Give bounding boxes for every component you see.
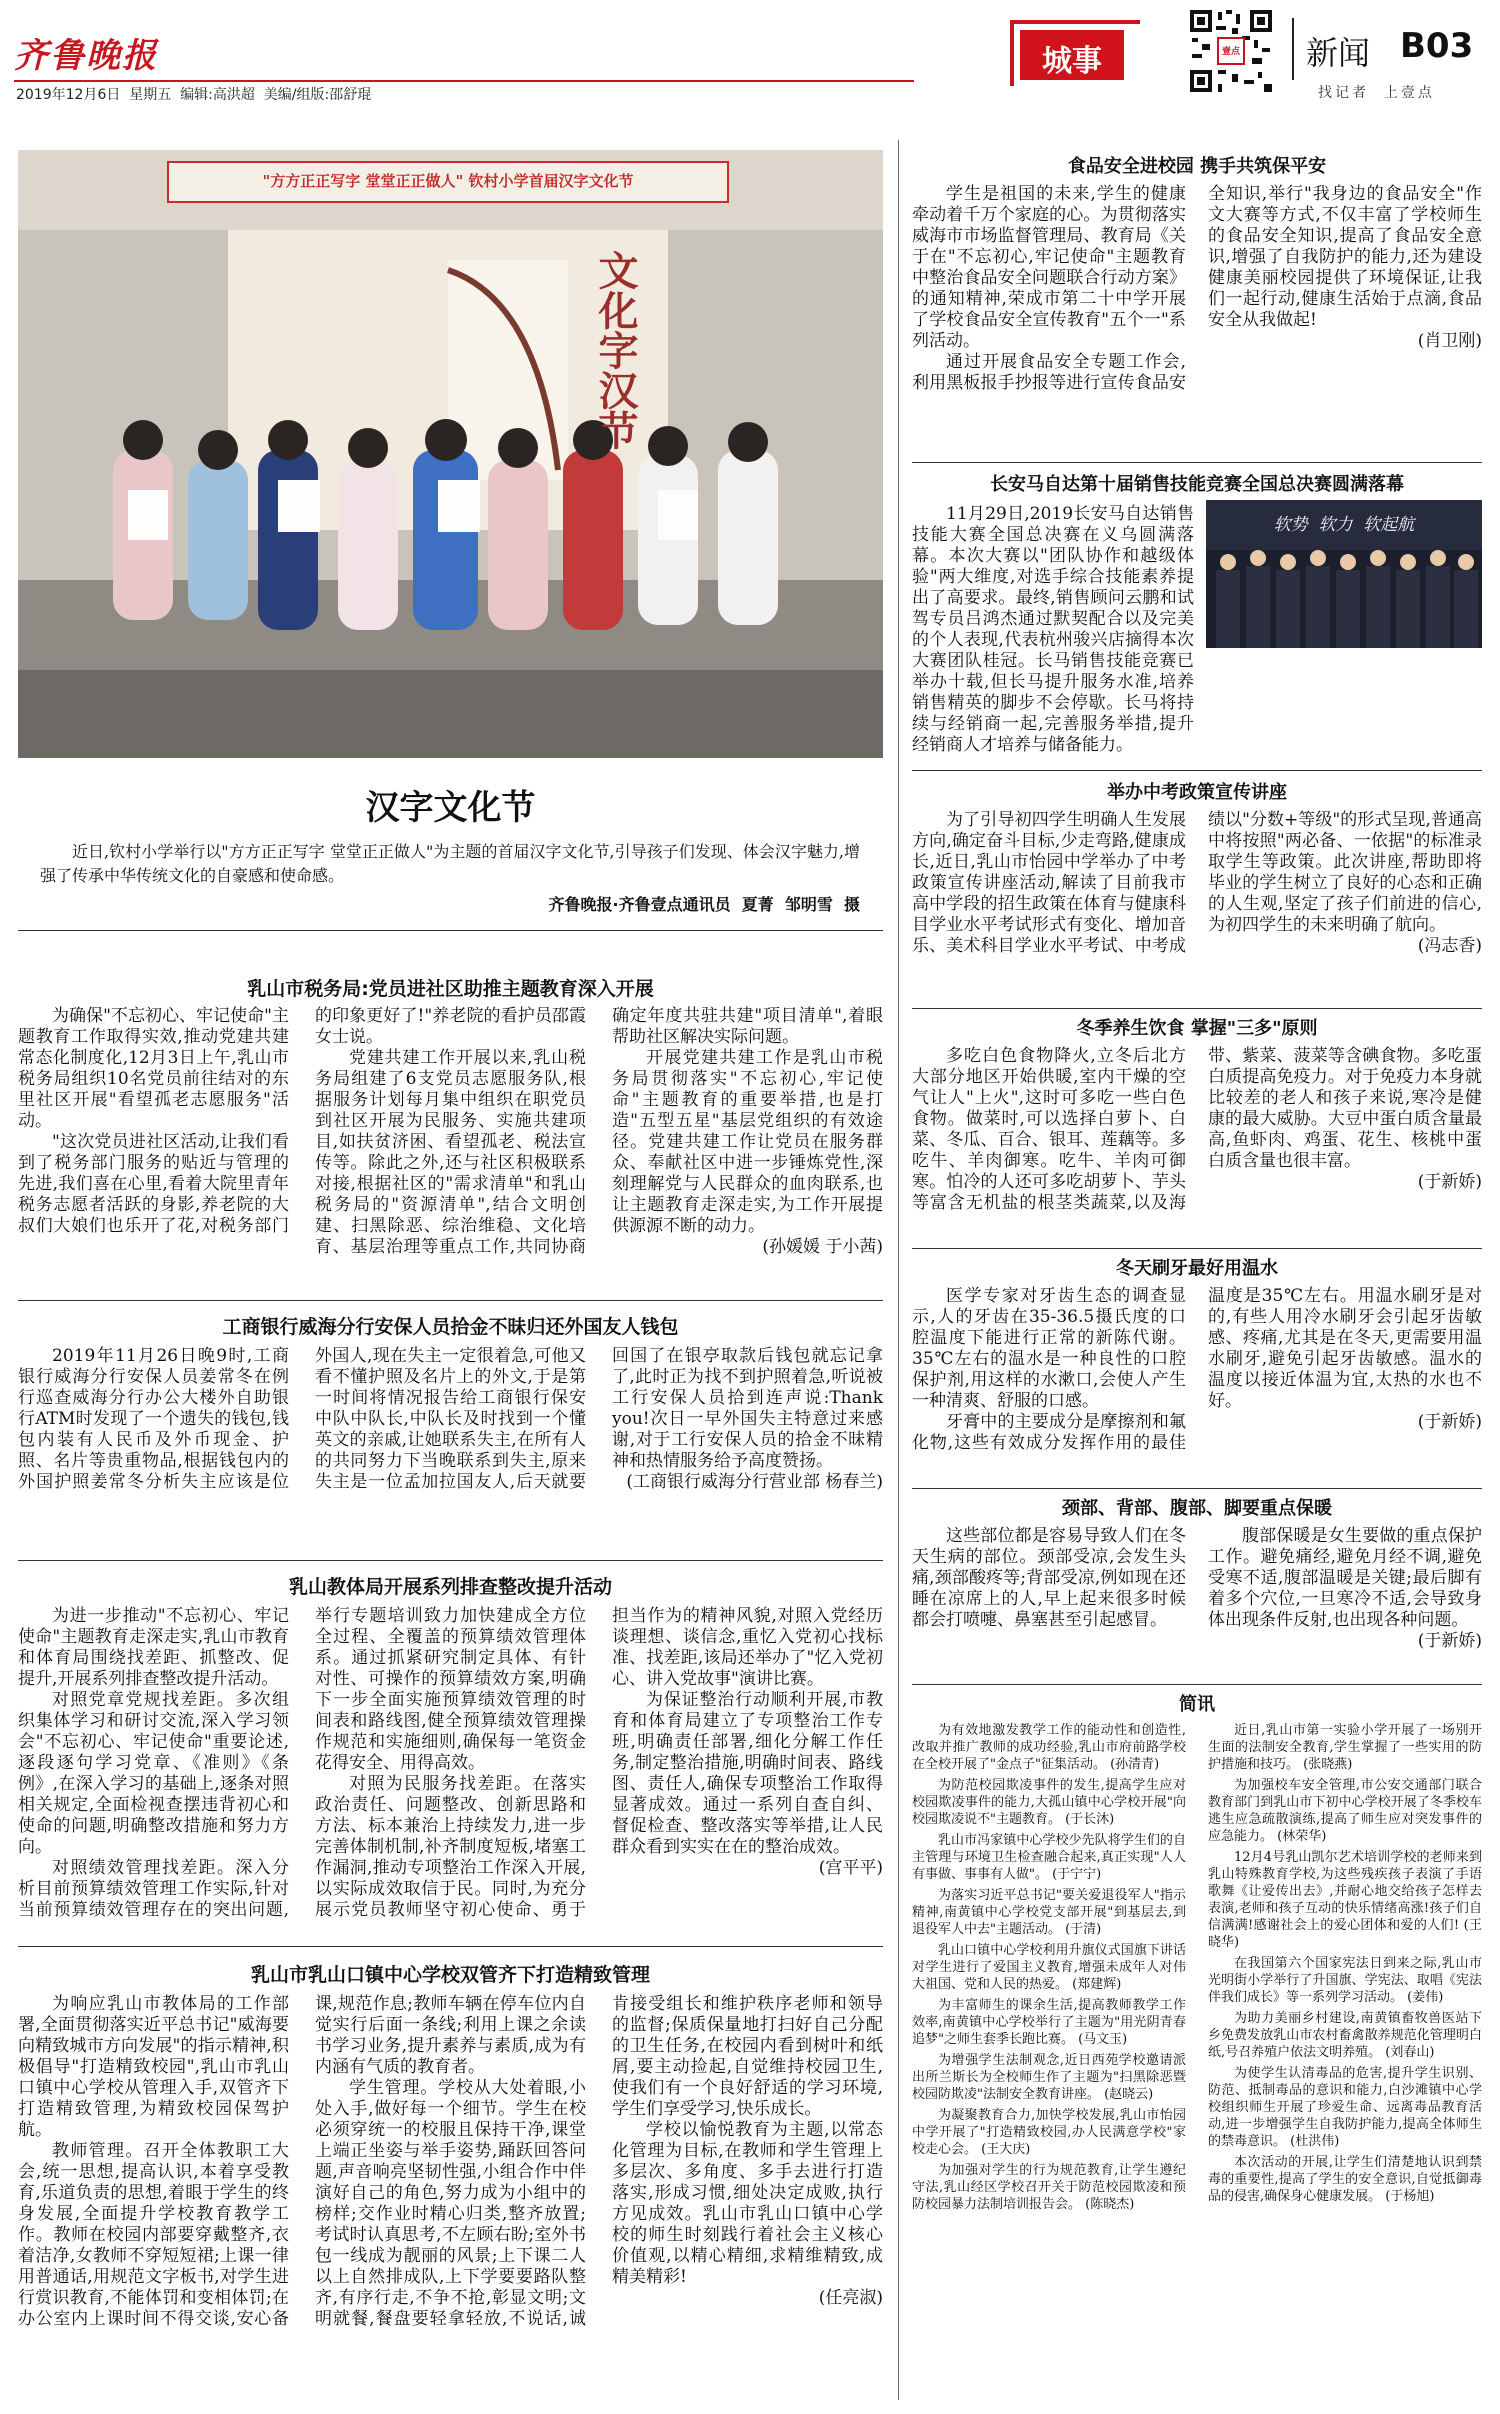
exam-article-body [912,810,1482,1002]
school-article-title: 乳山市乳山口镇中心学校双管齐下打造精致管理 [250,1964,650,1986]
food-para-1: 学生是祖国的未来,学生的健康牵动着千万个家庭的心。为贯彻落实威海市市场监督管理局、教育局《关于在"不忘初心,牢记使命"主题教育中整治食品安全问题联合行动方案》的通知精神,荣成市第二十中学开展了学校食品安全宣传教育"五个一"系列活动。 [912,184,1186,351]
masthead [0,0,1500,103]
edu-author: (宫平平) [818,1858,883,1878]
icbc-article-title: 工商银行威海分行安保人员拾金不昧归还外国友人钱包 [222,1316,679,1338]
tax-para-3: 党建共建工作开展以来,乳山税务局组建了6支党员志愿服务队,根据服务计划每月集中组织在职党员到社区开展为民服务、实施共建项目,如扶贫济困、看望孤老、税法宣传等。除此之外,还与社区积极联系对接,根据社区的"需求清单"和乳山税务局的"资源清单",结合文明创建、扫黑除恶、综治维稳、文化培育、基层治理等重点工作,共同协商确定年度共驻共建"项目清单",着眼帮助社区解决实际问题。 [315,1006,883,1257]
tax-para-4: 开展党建共建工作是乳山市税务局贯彻落实"不忘初心,牢记使命"主题教育的重要举措,也是打造"五型五星"基层党组织的有效途径。党建共建工作让党员在服务群众、奉献社区中进一步锤炼党性,深刻理解党与人民群众的血肉联系,也让主题教育走深走实,为工作开展提供源源不断的动力。 [612,1048,883,1236]
icbc-para-1: 2019年11月26日晚9时,工商银行威海分行安保人员姜常冬在例行巡查威海分行办公大楼外自助银行ATM时发现了一个遗失的钱包,钱包内装有人民币及外币现金、护照、名片等贵重物品,根据钱包内的外国护照姜常冬分析失主应该是位外国人,现在失主一定很着急,可他又看不懂护照及名片上的外文,于是第一时间将情况报告给工商银行保安中队中队长,中队长及时找到一个懂英文的亲戚,让她联系失主,在所有人的共同努力下当晚联系到失主,原来失主是一位孟加拉国友人,后天就要回国了在银亭取款后钱包就忘记拿了,此时正为找不到护照着急,听说被工行安保人员拾到连声说:Thank you!次日一早外国失主特意过来感谢,对于工行安保人员的拾金不昧精神和热情服务给予高度赞扬。 [18,1346,883,1492]
school-article-body [18,1994,883,2398]
teeth-author: (于新娇) [1417,1412,1482,1432]
food-para-2: 通过开展食品安全专题工作会,利用黑板报手抄报等进行宣传食品安全知识,举行"我身边的食品安全"作文大赛等方式,不仅丰富了学校师生的食品安全知识,提高了食品安全意识,增强了自我防护的能力,还为建设健康美丽校园提供了环境保证,让我们一起行动,健康生活始于点滴,食品安全从我做起! [912,184,1482,393]
brief-item: 12月4号乳山凯尔艺术培训学校的老师来到乳山特殊教育学校,为这些残疾孩子表演了手语歌舞《让爱传出去》,并耐心地交给孩子怎样去表演,老师和孩子互动的快乐情绪高涨!孩子们自信满满!感谢社会上的爱心团体和爱的人们! (王晓华) [1208,1850,1482,1950]
neck-para-2: 腹部保暖是女生要做的重点保护工作。避免痛经,避免月经不调,避免受寒不适,腹部温暖是关键;最后脚有着多个穴位,一旦寒冷不适,会导致身体出现条件反射,也出现各种问题。 [1208,1526,1482,1630]
neck-author: (于新娇) [1417,1631,1482,1651]
food-author: (肖卫刚) [1417,331,1482,351]
brief-item: 为落实习近平总书记"要关爱退役军人"指示精神,南黄镇中心学校党支部开展"到基层去,到退役军人中去"主题活动。 (于清) [912,1888,1186,1937]
brief-item: 为凝聚教育合力,加快学校发展,乳山市怡园中学开展了"打造精致校园,办人民满意学校"家校走心会。 (王大庆) [912,2108,1186,2157]
school-para-4: 学校以愉悦教育为主题,以常态化管理为目标,在教师和学生管理上多层次、多角度、多手去进行打造落实,形成习惯,细处决定成败,执行方见成效。乳山市乳山口镇中心学校的师生时刻践行着社会主义核心价值观,以精心精细,求精维精致,成精美精彩! [612,2120,883,2287]
changan-para-1: 11月29日,2019长安马自达销售技能大赛全国总决赛在义乌圆满落幕。本次大赛以"团队协作和越级体验"两大维度,对选手综合技能素养提出了高要求。最终,销售顾问云鹏和试驾专员吕鸿杰通过默契配合以及完美的个人表现,代表杭州骏兴店摘得本次大赛团队桂冠。长马销售技能竞赛已举办十载,但长马提升服务水准,培养销售精英的脚步不会停歇。长马将持续与经销商一起,完善服务举措,提升经销商人才培养与储备能力。 [912,504,1194,755]
date-line: 2019年12月6日 星期五 编辑:高洪超 美编/组版:邵舒琨 [16,87,372,103]
brief-item: 在我国第六个国家宪法日到来之际,乳山市光明街小学举行了升国旗、学宪法、取唱《宪法伴我们成长》等一系列学习活动。 (姜伟) [1208,1956,1482,2005]
exam-para-1: 为了引导初四学生明确人生发展方向,确定奋斗目标,少走弯路,健康成长,近日,乳山市怡园中学举办了中考政策宣传讲座活动,解读了目前我市高中学段的招生政策在体育与健康科目学业水平考试形式有变化、增加音乐、美术科目学业水平考试、中考成绩以"分数+等级"的形式呈现,普通高中将按照"两必备、一依据"的标准录取学生等政策。此次讲座,帮助即将毕业的学生树立了良好的心态和正确的人生观,坚定了孩子们前进的信心,为初四学生的未来明确了航向。 [912,810,1482,956]
brief-item: 为丰富师生的课余生活,提高教师教学工作效率,南黄镇中心学校举行了主题为"用光阴青春追梦"之师生套季长跑比赛。 (马文玉) [912,1998,1186,2047]
exam-article-title: 举办中考政策宣传讲座 [1107,782,1287,803]
neck-article-title: 颈部、背部、腹部、脚要重点保暖 [1062,1498,1332,1519]
tax-article-title: 乳山市税务局:党员进社区助推主题教育深入开展 [247,978,654,1000]
tax-author: (孙媛媛 于小茜) [762,1237,883,1257]
edu-para-4: 对照为民服务找差距。在落实政治责任、问题整改、创新思路和方法、标本兼治上持续发力,进一步完善体制机制,补齐制度短板,堵塞工作漏洞,推动专项整治工作深入开展,以实际成效取信于民。同时,为充分展示党员教师坚守初心使命、勇于担当作为的精神风貌,对照入党经历谈理想、谈信念,重忆入党初心找标准、找差距,该局还举办了"忆入党初心、讲入党故事"演讲比赛。 [315,1606,883,1920]
masthead-divider [1292,18,1294,80]
changan-photo-banner: 软势 软力 软起航 [1273,515,1415,535]
changan-article-title: 长安马自达第十届销售技能竞赛全国总决赛圆满落幕 [990,474,1404,495]
photo-credit: 齐鲁晚报·齐鲁壹点通讯员 夏菁 邹明雪 摄 [548,895,860,914]
brief-item: 乳山市冯家镇中心学校少先队将学生们的自主管理与环境卫生检查融合起来,真正实现"人人有事做、事事有人做"。 (于宁宁) [912,1833,1186,1882]
edu-para-5: 为保证整治行动顺利开展,市教育和体育局建立了专项整治工作专班,明确责任部署,细化分解工作任务,制定整治措施,明确时间表、路线图、责任人,确保专项整治工作取得显著成效。通过一系列自查自纠、督促检查、整改落实等举措,让人民群众看到实实在在的整治成效。 [612,1690,883,1857]
brief-title: 简讯 [1179,1694,1215,1715]
brief-list [912,1722,1482,2398]
masthead-slogan: 找记者 上壹点 [1318,85,1435,101]
section-label: 城事 [1042,44,1102,79]
brief-item: 为加强校车安全管理,市公安交通部门联合教育部门到乳山市下初中心学校开展了冬季校车逃生应急疏散演练,提高了师生应对突发事件的应急能力。 (林荣华) [1208,1778,1482,1844]
brief-item: 为有效地激发教学工作的能动性和创造性,改取并推广教师的成功经验,乳山市府前路学校在全校开展了"金点子"征集活动。 (孙清青) [912,1723,1186,1772]
teeth-para-2: 牙膏中的主要成分是摩擦剂和氟化物,这些有效成分发挥作用的最佳温度是35℃左右。用温水刷牙是对的,有些人用冷水刷牙会引起牙齿敏感、疼痛,尤其是在冬天,更需要用温水刷牙,避免引起牙齿敏感。温水的温度以接近体温为宜,太热的水也不好。 [912,1286,1482,1453]
school-author: (任亮淑) [818,2288,883,2308]
edu-article-body [18,1606,883,1938]
photo-board-text: 文化字汉节 [592,250,639,450]
section-badge [1010,20,1140,86]
brief-item: 为增强学生法制观念,近日西苑学校邀请派出所兰斯长为全校师生作了主题为"扫黑除恶暨校园防欺凌"法制安全教育讲座。 (赵晓云) [912,2053,1186,2102]
food-article-title: 食品安全进校园 携手共筑保平安 [1067,156,1327,177]
qr-center-label: 壹点 [1221,47,1240,57]
school-para-1: 为响应乳山市教体局的工作部署,全面贯彻落实近平总书记"威海要向精致城市方向发展"的指示精神,积极倡导"打造精致校园",乳山市乳山口镇中心学校从管理入手,双管齐下打造精致管理,为精致校园保驾护航。 [18,1994,289,2140]
masthead-underline [14,80,914,82]
school-para-2: 教师管理。召开全体教职工大会,统一思想,提高认识,本着享受教育,乐道负责的思想,着眼于学生的终身发展,全面提升学校教育教学工作。教师在校园内部要穿戴整齐,衣着洁净,女教师不穿短短裙;上课一律用普通话,用规范文字板书,对学生进行赏识教育,不能体罚和变相体罚;在办公室内上课时间不得交谈,安心备课,规范作息;教师车辆在停车位内自觉实行后面一条线;利用上课之余读书学习业务,提升素养与素质,成为有内涵有气质的教育者。 [18,1994,586,2329]
school-para-3: 学生管理。学校从大处着眼,小处入手,做好每一个细节。学生在校必须穿统一的校服且保持干净,课堂上端正坐姿与举手姿势,踊跃回答问题,声音响亮坚韧性强,小组合作中伴演好自己的角色,努力成为小组中的榜样;交作业时精心归类,整齐放置;考试时认真思考,不左顾右盼;室外书包一线成为靓丽的风景;上下课二人以上自然排成队,上下学要要路队整齐,有序行走,不争不抢,彰显文明;文明就餐,餐盘要轻拿轻放,不说话,诚肯接受组长和维护秩序老师和领导的监督;保质保量地打扫好自己分配的卫生任务,在校园内看到树叶和纸屑,要主动捡起,自觉维持校园卫生,使我们有一个良好舒适的学习环境,学生们享受学习,快乐成长。 [315,1994,883,2329]
edu-para-3: 对照绩效管理找差距。深入分析目前预算绩效管理工作实际,针对当前预算绩效管理存在的突出问题,举行专题培训致力加快建成全方位全过程、全覆盖的预算绩效管理体系。通过抓紧研究制定具体、有针对性、可操作的预算绩效方案,明确下一步全面实施预算绩效管理的时间表和路线图,健全预算绩效管理操作规范和实施细则,确保每一笔资金花得安全、用得高效。 [18,1606,586,1920]
tax-article-body [18,1006,883,1290]
edu-para-1: 为进一步推动"不忘初心、牢记使命"主题教育走深走实,乳山市教育和体育局围绕找差距、抓整改、促提升,开展系列排查整改提升活动。 [18,1606,289,1689]
tax-para-1: 为确保"不忘初心、牢记使命"主题教育工作取得实效,推动党建共建常态化制度化,12月3日上午,乳山市税务局组织10名党员前往结对的东里社区开展"看望孤老志愿服务"活动。 [18,1006,289,1131]
page-number: B03 [1400,26,1474,66]
edu-article-title: 乳山教体局开展系列排查整改提升活动 [288,1576,612,1598]
winter-article-body [912,1046,1482,1242]
food-article-body [912,184,1482,454]
teeth-para-1: 医学专家对牙齿生态的调查显示,人的牙齿在35-36.5摄氏度的口腔温度下能进行正常的新陈代谢。35℃左右的温水是一种良性的口腔保护剂,用这样的水漱口,会使人产生一种清爽、舒服的口感。 [912,1286,1186,1411]
teeth-article-title: 冬天刷牙最好用温水 [1116,1258,1278,1279]
winter-article-title: 冬季养生饮食 掌握"三多"原则 [1076,1018,1318,1039]
icbc-article-body [18,1346,883,1552]
tax-para-2: "这次党员进社区活动,让我们看到了税务部门服务的贴近与管理的先进,我们喜在心里,看着大院里青年税务志愿者活跃的身影,养老院的大叔们大娘们也乐开了花,对税务部门的印象更好了!"养老院的看护员邵霞女士说。 [18,1006,586,1236]
brief-item: 为助力美丽乡村建设,南黄镇畜牧兽医站下乡免费发放乳山市农村畜禽散养规范化管理明白纸,号召养殖户依法文明养殖。 (刘春山) [1208,2011,1482,2060]
newspaper-logo: 齐鲁晚报 [14,36,158,76]
culture-festival-photo [18,150,883,758]
brief-item: 乳山口镇中心学校利用升旗仪式国旗下讲话对学生进行了爱国主义教育,增强未成年人对伟大祖国、党和人民的热爱。 (郑建辉) [912,1943,1186,1992]
exam-author: (冯志香) [1417,936,1482,956]
edu-para-2: 对照党章党规找差距。多次组织集体学习和研讨交流,深入学习领会"不忘初心、牢记使命"重要论述,逐段逐句学习党章、《准则》《条例》,在深入学习的基础上,逐条对照相关规定,全面检视查摆违背初心和使命的问题,明确整改措施和努力方向。 [18,1690,289,1857]
brief-item: 本次活动的开展,让学生们清楚地认识到禁毒的重要性,提高了学生的安全意识,自觉抵御毒品的侵害,确保身心健康发展。 (于杨旭) [1208,2155,1482,2204]
winter-author: (于新娇) [1417,1172,1482,1192]
icbc-author: (工商银行威海分行营业部 杨春兰) [626,1472,883,1492]
winter-para-1: 多吃白色食物降火,立冬后北方大部分地区开始供暖,室内干燥的空气让人"上火",这时可多吃一些白色食物。做菜时,可以选择白萝卜、白菜、冬瓜、百合、银耳、莲藕等。多吃牛、羊肉御寒。吃牛、羊肉可御寒。怕冷的人还可多吃胡萝卜、芋头等富含无机盐的根茎类蔬菜,以及海带、紫菜、菠菜等含碘食物。多吃蛋白质提高免疫力。对于免疫力本身就比较差的老人和孩子来说,寒冷是健康的最大威胁。大豆中蛋白质含量最高,鱼虾肉、鸡蛋、花生、核桃中蛋白质含量也很丰富。 [912,1046,1482,1213]
neck-para-1: 这些部位都是容易导致人们在冬天生病的部位。颈部受凉,会发生头痛,颈部酸疼等;背部受凉,例如现在还睡在凉席上的人,早上起来很多时候都会打喷嚏、鼻塞甚至引起感冒。 [912,1526,1186,1630]
photo-caption-title: 汉字文化节 [365,788,536,828]
brief-item: 为加强对学生的行为规范教育,让学生遵纪守法,乳山经区学校召开关于防范校园欺凌和预防校园暴力法制培训报告会。 (陈晓杰) [912,2163,1186,2212]
photo-caption-body: 近日,钦村小学举行以"方方正正写字 堂堂正正做人"为主题的首届汉字文化节,引导孩子们发现、体会汉字魅力,增强了传承中华传统文化的自豪感和使命感。 [40,842,860,885]
brief-item: 为防范校园欺凌事件的发生,提高学生应对校园欺凌事件的能力,大孤山镇中心学校开展"向校园欺凌说不"主题教育。 (于长沐) [912,1778,1186,1827]
qr-code[interactable] [1188,8,1274,94]
photo-banner-text: "方方正正写字 堂堂正正做人" 钦村小学首届汉字文化节 [262,172,634,190]
neck-article-body [912,1526,1482,1678]
changan-photo [1206,500,1482,648]
brief-item: 近日,乳山市第一实验小学开展了一场别开生面的法制安全教育,学生掌握了一些实用的防护措施和技巧。 (张晓燕) [1208,1723,1482,1772]
brief-item: 为使学生认清毒品的危害,提升学生识别、防范、抵制毒品的意识和能力,白沙滩镇中心学校组织师生开展了珍爱生命、远离毒品教育活动,进一步增强学生自我防护能力,提高全体师生的禁毒意识。 (杜洪伟) [1208,2066,1482,2149]
page-section-name: 新闻 [1306,34,1371,72]
teeth-article-body [912,1286,1482,1482]
